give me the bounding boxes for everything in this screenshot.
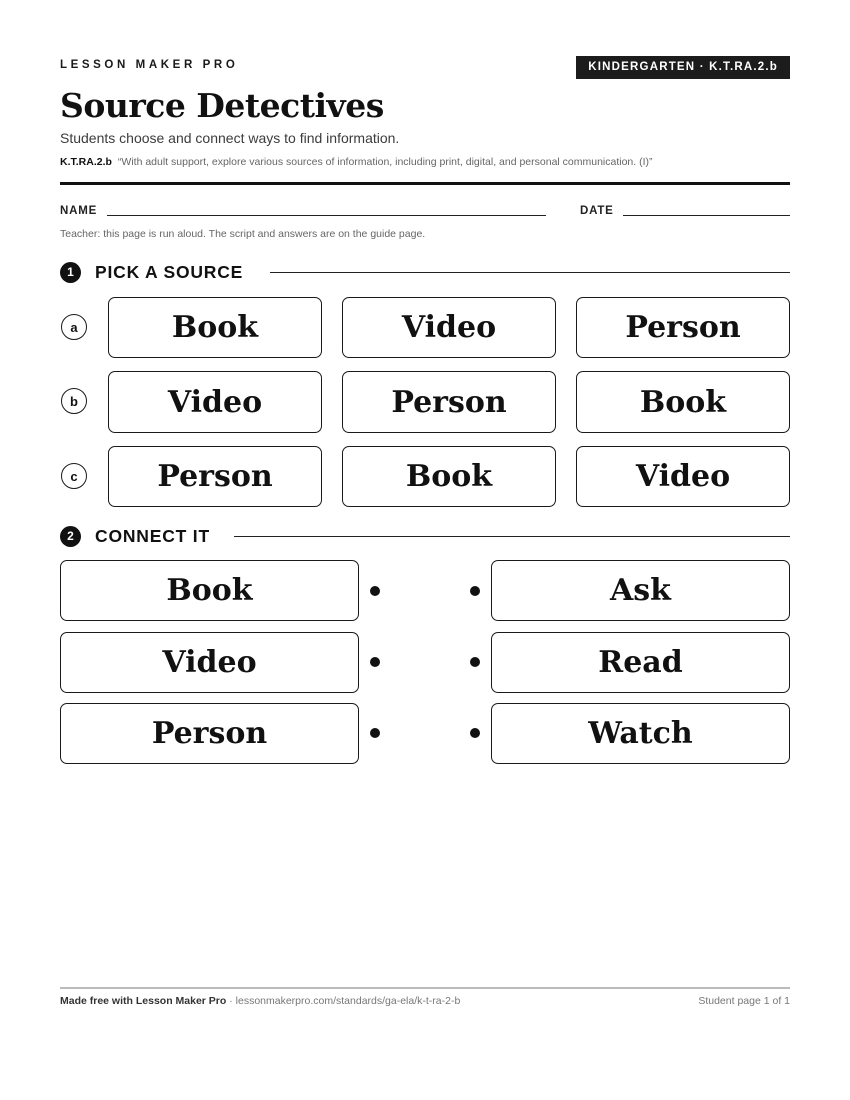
row-letter-c: c xyxy=(61,463,87,489)
section-number: 2 xyxy=(60,526,81,547)
standard-statement xyxy=(60,156,653,168)
choice-a-2[interactable]: Video xyxy=(342,297,556,358)
section-title: CONNECT IT xyxy=(95,525,210,546)
row-letter-b: b xyxy=(61,388,87,414)
connect-right-1[interactable]: Ask xyxy=(491,560,790,621)
connect-right-2[interactable]: Read xyxy=(491,632,790,693)
choice-b-1[interactable]: Video xyxy=(108,371,322,433)
header-divider xyxy=(60,182,790,185)
brand-name: LESSON MAKER PRO xyxy=(60,59,239,71)
footer-page-number: Student page 1 of 1 xyxy=(698,995,790,1007)
choice-c-2[interactable]: Book xyxy=(342,446,556,507)
connect-dot-right-2[interactable] xyxy=(470,657,480,667)
page-title: Source Detectives xyxy=(60,86,384,125)
connect-dot-right-1[interactable] xyxy=(470,586,480,596)
date-field[interactable] xyxy=(623,215,790,216)
connect-dot-left-1[interactable] xyxy=(370,586,380,596)
standard-code: K.T.RA.2.b xyxy=(60,156,112,168)
teacher-note: Teacher: this page is run aloud. The script and answers are on the guide page. xyxy=(60,228,426,240)
name-field[interactable] xyxy=(107,215,546,216)
connect-left-1[interactable]: Book xyxy=(60,560,359,621)
choice-a-1[interactable]: Book xyxy=(108,297,322,358)
grade-badge: KINDERGARTEN · K.T.RA.2.b xyxy=(576,56,790,79)
standard-text: “With adult support, explore various sources of information, including print, digital, and personal communication. (I)” xyxy=(117,156,653,168)
footer-made-with: Made free with Lesson Maker Pro xyxy=(60,995,227,1007)
connect-dot-left-3[interactable] xyxy=(370,728,380,738)
section-divider xyxy=(234,536,790,537)
footer-url[interactable]: · lessonmakerpro.com/standards/ga-ela/k-t-ra-2-b xyxy=(226,995,461,1007)
section-connect-it-heading xyxy=(60,524,210,548)
section-number: 1 xyxy=(60,262,81,283)
row-letter-a: a xyxy=(61,314,87,340)
choice-c-3[interactable]: Video xyxy=(576,446,790,507)
name-label: NAME xyxy=(60,205,98,217)
choice-c-1[interactable]: Person xyxy=(108,446,322,507)
footer-credit xyxy=(60,995,460,1007)
connect-left-3[interactable]: Person xyxy=(60,703,359,764)
date-label: DATE xyxy=(580,205,614,217)
connect-dot-left-2[interactable] xyxy=(370,657,380,667)
choice-a-3[interactable]: Person xyxy=(576,297,790,358)
connect-left-2[interactable]: Video xyxy=(60,632,359,693)
section-divider xyxy=(270,272,790,273)
page-subtitle: Students choose and connect ways to find information. xyxy=(60,130,400,146)
footer-divider xyxy=(60,987,790,989)
section-title: PICK A SOURCE xyxy=(95,261,244,282)
connect-right-3[interactable]: Watch xyxy=(491,703,790,764)
connect-dot-right-3[interactable] xyxy=(470,728,480,738)
section-pick-a-source-heading xyxy=(60,260,243,284)
choice-b-2[interactable]: Person xyxy=(342,371,556,433)
choice-b-3[interactable]: Book xyxy=(576,371,790,433)
